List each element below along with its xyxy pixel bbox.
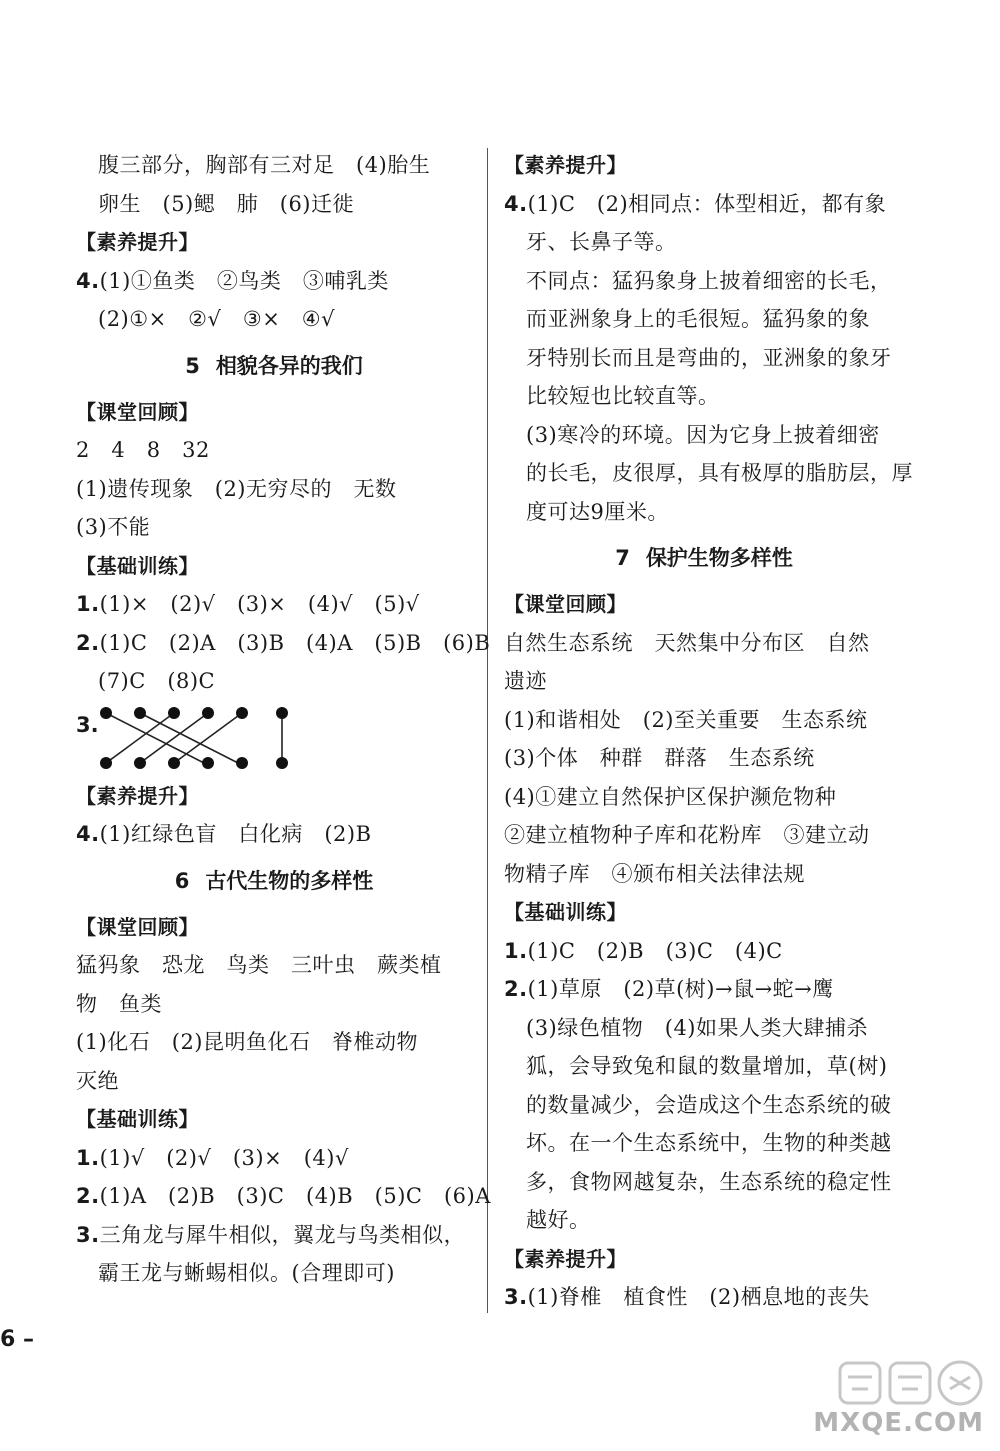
question-number: 4. xyxy=(504,191,528,216)
answer-line: 自然生态系统 天然集中分布区 自然 xyxy=(504,630,870,655)
lesson-number: 6 xyxy=(174,868,190,893)
answer-line: 的长毛，皮很厚，具有极厚的脂肪层，厚 xyxy=(526,461,913,485)
answer-line: 遗迹 xyxy=(504,669,547,693)
matching-diagram-row xyxy=(76,701,472,777)
answer-line xyxy=(76,624,491,663)
lesson-name: 相貌各异的我们 xyxy=(215,353,363,378)
answer-text: (1)× (2)√ (3)× (4)√ (5)√ xyxy=(99,592,420,616)
answer-text: (1)脊椎 植食性 (2)栖息地的丧失 xyxy=(527,1285,870,1309)
answer-line: 物精子库 ④颁布相关法律法规 xyxy=(504,861,805,886)
answer-line: 度可达9厘米。 xyxy=(526,499,669,524)
answer-line: 越好。 xyxy=(526,1208,591,1232)
right-column xyxy=(504,146,913,1317)
section-heading: 【基础训练】 xyxy=(76,553,199,578)
answer-text: (1)√ (2)√ (3)× (4)√ xyxy=(99,1145,349,1170)
answer-text: (1)①鱼类 ②鸟类 ③哺乳类 xyxy=(99,268,389,293)
answer-line: (1)和谐相处 (2)至关重要 生态系统 xyxy=(504,707,868,732)
lesson-name: 古代生物的多样性 xyxy=(205,868,374,893)
question-number: 4. xyxy=(76,268,100,293)
answer-line: 2 4 8 32 xyxy=(76,438,210,462)
match-line xyxy=(140,713,208,763)
match-dot xyxy=(168,757,180,769)
section-heading: 【素养提升】 xyxy=(76,783,199,808)
answer-line: 比较短也比较直等。 xyxy=(526,384,720,408)
lesson-number: 7 xyxy=(615,546,630,570)
answer-line: 灭绝 xyxy=(76,1068,119,1093)
answer-text: (1)C (2)B (3)C (4)C xyxy=(527,938,783,963)
answer-line: (4)①建立自然保护区保护濒危物种 xyxy=(504,784,837,809)
match-dot xyxy=(236,707,248,719)
answer-line: 坏。在一个生态系统中，生物的种类越 xyxy=(526,1131,892,1155)
question-number: 4. xyxy=(76,822,100,846)
match-dot xyxy=(202,707,214,719)
answer-line: 猛犸象 恐龙 鸟类 三叶虫 蕨类植 xyxy=(76,953,442,977)
answer-line: 而亚洲象身上的毛很短。猛犸象的象 xyxy=(526,307,870,331)
matching-lines-diagram xyxy=(98,701,298,777)
lesson-title xyxy=(76,854,472,908)
answer-line xyxy=(76,585,472,624)
answer-line: (3)寒冷的环境。因为它身上披着细密 xyxy=(526,422,880,447)
answer-line xyxy=(76,815,472,854)
match-line xyxy=(106,713,174,763)
match-dot xyxy=(236,757,248,769)
match-dot xyxy=(202,757,214,769)
answer-line: 霸王龙与蜥蜴相似。(合理即可) xyxy=(98,1261,395,1285)
question-number: 3. xyxy=(76,712,99,737)
answer-line: (1)遗传现象 (2)无穷尽的 无数 xyxy=(76,476,397,501)
answer-line: (3)不能 xyxy=(76,515,151,539)
answer-line: (2)①× ②√ ③× ④√ xyxy=(98,307,336,331)
answer-line: (1)化石 (2)昆明鱼化石 脊椎动物 xyxy=(76,1030,418,1054)
page-number: 6 – xyxy=(0,1327,34,1352)
answer-line xyxy=(76,1139,472,1178)
match-dot xyxy=(134,757,146,769)
answer-line xyxy=(504,932,904,971)
question-number: 2. xyxy=(504,977,528,1001)
watermark-url: MXQE.COM xyxy=(813,1408,984,1438)
answer-line: 牙特别长而且是弯曲的，亚洲象的象牙 xyxy=(526,345,892,370)
question-number: 3. xyxy=(76,1222,100,1247)
lesson-number: 5 xyxy=(185,353,200,378)
section-heading: 【素养提升】 xyxy=(76,230,199,254)
question-number: 2. xyxy=(76,630,100,655)
answer-line: 腹三部分，胸部有三对足 (4)胎生 xyxy=(98,153,431,177)
answer-line: 牙、长鼻子等。 xyxy=(526,230,677,254)
answer-line: ②建立植物种子库和花粉库 ③建立动 xyxy=(504,823,870,847)
match-dot xyxy=(100,757,112,769)
answer-line: 物 鱼类 xyxy=(76,991,162,1016)
question-number: 1. xyxy=(504,938,528,963)
section-heading: 【课堂回顾】 xyxy=(76,914,199,939)
section-heading: 【基础训练】 xyxy=(504,900,627,924)
match-dot xyxy=(276,707,288,719)
answer-text: (1)C (2)相同点：体型相近，都有象 xyxy=(527,191,887,216)
question-number: 3. xyxy=(504,1285,528,1309)
section-heading: 【基础训练】 xyxy=(76,1107,199,1131)
match-dot xyxy=(100,707,112,719)
answer-line xyxy=(504,1278,904,1317)
answer-text: (1)红绿色盲 白化病 (2)B xyxy=(99,822,372,846)
section-heading: 【课堂回顾】 xyxy=(76,399,199,424)
answer-line: 的数量减少，会造成这个生态系统的破 xyxy=(526,1092,892,1117)
answer-line: (7)C (8)C xyxy=(98,669,216,693)
question-number: 1. xyxy=(76,1145,100,1170)
answer-text: (1)A (2)B (3)C (4)B (5)C (6)A xyxy=(99,1184,491,1208)
left-column xyxy=(76,146,491,1293)
match-dot xyxy=(134,707,146,719)
answer-line: 卵生 (5)鳃 肺 (6)迁徙 xyxy=(98,191,354,216)
answer-line xyxy=(504,970,904,1009)
answer-line: 多，食物网越复杂，生态系统的稳定性 xyxy=(526,1169,892,1194)
answer-text: 三角龙与犀牛相似，翼龙与鸟类相似， xyxy=(99,1222,466,1247)
answer-line xyxy=(76,262,472,301)
question-number: 2. xyxy=(76,1184,100,1208)
match-dot xyxy=(276,757,288,769)
match-dot xyxy=(168,707,180,719)
column-divider xyxy=(487,148,488,1313)
section-heading: 【素养提升】 xyxy=(504,1246,627,1271)
answer-line xyxy=(76,1216,472,1255)
question-number: 1. xyxy=(76,592,100,616)
answer-line: 狐，会导致兔和鼠的数量增加，草(树) xyxy=(526,1054,888,1078)
answer-line: 不同点：猛犸象身上披着细密的长毛， xyxy=(526,268,892,293)
answer-line: (3)个体 种群 群落 生态系统 xyxy=(504,746,815,770)
answer-line xyxy=(76,1177,491,1216)
answer-text: (1)草原 (2)草(树)→鼠→蛇→鹰 xyxy=(527,977,834,1001)
lesson-name: 保护生物多样性 xyxy=(645,546,793,570)
answer-text: (1)C (2)A (3)B (4)A (5)B (6)B xyxy=(99,630,491,655)
match-line xyxy=(174,713,242,763)
section-heading: 【课堂回顾】 xyxy=(504,592,627,616)
lesson-title xyxy=(76,339,472,393)
answer-line: (3)绿色植物 (4)如果人类大肆捕杀 xyxy=(526,1015,868,1040)
section-heading: 【素养提升】 xyxy=(504,153,627,177)
lesson-title xyxy=(504,531,904,585)
answer-line xyxy=(504,185,904,224)
watermark-logo-art xyxy=(840,1362,981,1404)
